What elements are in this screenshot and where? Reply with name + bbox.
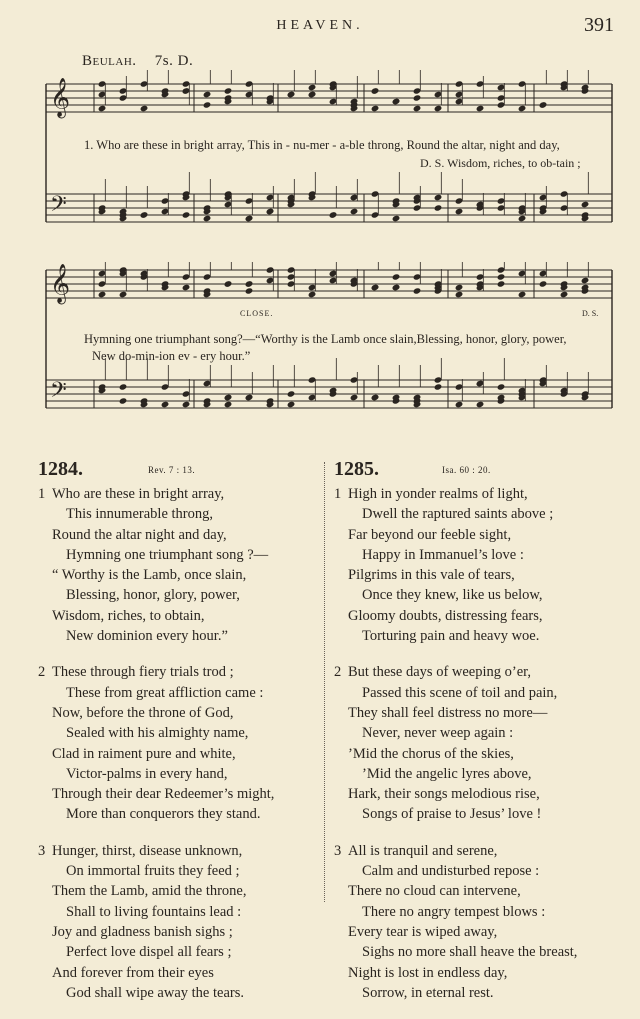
tune-meter: 7s. D.: [154, 53, 194, 69]
bass-note: [434, 204, 443, 211]
treble-note: [413, 287, 422, 294]
verse-text: Joy and gladness banish sighs ;: [52, 923, 233, 940]
page-header-title: HEAVEN.: [276, 18, 364, 33]
verse-text: This innumerable throng,: [66, 506, 213, 523]
treble-note: [245, 280, 254, 287]
bass-note: [455, 401, 464, 408]
treble-note: [308, 291, 317, 298]
verse-1: [38, 484, 328, 646]
verse-text: Them the Lamb, amid the throne,: [52, 883, 247, 900]
treble-note: [413, 94, 422, 101]
bass-note: [140, 211, 149, 218]
verse-text: Songs of praise to Jesus’ love !: [362, 806, 542, 823]
treble-note: [455, 284, 464, 291]
lyric-line-3: New do-min-ion ev - ery hour.”: [92, 349, 251, 363]
verse-text: Far beyond our feeble sight,: [348, 526, 512, 543]
verse-line: [334, 841, 624, 861]
hymn-1285: [334, 458, 624, 1019]
verse-text: “ Worthy is the Lamb, once slain,: [52, 567, 247, 584]
bass-note: [245, 215, 254, 222]
treble-note: [392, 98, 401, 105]
verse-text: Blessing, honor, glory, power,: [66, 587, 240, 604]
verse-line: [38, 703, 328, 723]
treble-note: [308, 84, 317, 91]
verse-line: [38, 626, 328, 646]
verse-text: New dominion every hour.”: [66, 628, 228, 645]
treble-note: [455, 291, 464, 298]
verse-line: [334, 585, 624, 605]
verse-text: Hymning one triumphant song ?—: [66, 546, 269, 563]
verse-line: [334, 764, 624, 784]
scripture-reference: Isa. 60 : 20.: [442, 465, 491, 475]
treble-note: [119, 291, 128, 298]
treble-note: [371, 284, 380, 291]
verse-line: [334, 683, 624, 703]
verse-text: Victor-palms in every hand,: [66, 765, 228, 782]
verse-text: Wisdom, riches, to obtain,: [52, 607, 205, 624]
verse-line: [38, 861, 328, 881]
verse-line: [38, 784, 328, 804]
verse-line: [38, 841, 328, 861]
verse-line: [334, 942, 624, 962]
verse-line: [334, 983, 624, 1003]
verse-1: [334, 484, 624, 646]
verse-2: [38, 662, 328, 824]
treble-note: [224, 280, 233, 287]
bass-note: [287, 390, 296, 397]
music-system-1: [0, 70, 640, 250]
bass-note: [245, 394, 254, 401]
treble-note: [539, 101, 548, 108]
verse-text: These from great affliction came :: [66, 684, 264, 701]
treble-note: [581, 277, 590, 284]
verse-line: [334, 902, 624, 922]
verse-text: Passed this scene of toil and pain,: [362, 684, 558, 701]
verse-line: [334, 881, 624, 901]
treble-note: [203, 101, 212, 108]
verse-text: But these days of weeping o’er,: [348, 664, 532, 681]
bass-note: [476, 401, 485, 408]
verse-text: Shall to living fountains lead :: [66, 903, 242, 920]
verse-text: Perfect love dispel all fears ;: [66, 944, 232, 961]
verse-line: [334, 723, 624, 743]
verse-text: Hark, their songs melodious rise,: [348, 786, 540, 803]
verse-3: [38, 841, 328, 1003]
verse-text: Round the altar night and day,: [52, 526, 227, 543]
verse-text: Torturing pain and heavy woe.: [362, 628, 540, 645]
bass-note: [119, 397, 128, 404]
verse-number: 2: [38, 664, 46, 681]
verse-line: [38, 942, 328, 962]
verse-text: And forever from their eyes: [52, 964, 214, 981]
treble-note: [392, 273, 401, 280]
bass-note: [350, 208, 359, 215]
treble-note: [413, 105, 422, 112]
verse-line: [334, 504, 624, 524]
verse-line: [334, 784, 624, 804]
hymn-number: 1285.: [334, 458, 379, 480]
bass-note: [224, 401, 233, 408]
verse-line: [38, 723, 328, 743]
treble-note: [497, 280, 506, 287]
verse-text: Gloomy doubts, distressing fears,: [348, 607, 543, 624]
verse-text: ’Mid the chorus of the skies,: [348, 745, 514, 762]
treble-note: [560, 291, 569, 298]
verse-text: Sealed with his almighty name,: [66, 725, 249, 742]
verse-text: These through fiery trials trod ;: [52, 664, 234, 681]
bass-note: [392, 215, 401, 222]
verse-line: [38, 662, 328, 682]
verse-line: [334, 545, 624, 565]
hymn-number: 1284.: [38, 458, 83, 480]
verse-line: [334, 484, 624, 504]
ds-lyric-line: D. S. Wisdom, riches, to ob-tain ;: [420, 156, 581, 170]
verse-line: [334, 861, 624, 881]
verse-line: [334, 963, 624, 983]
treble-note: [434, 105, 443, 112]
verse-number: 1: [334, 486, 342, 502]
verse-line: [38, 585, 328, 605]
verse-line: [38, 525, 328, 545]
verse-line: [38, 504, 328, 524]
treble-note: [371, 87, 380, 94]
treble-note: [518, 291, 527, 298]
bass-clef-icon: 𝄢: [50, 192, 67, 222]
treble-note: [287, 91, 296, 98]
verse-text: All is tranquil and serene,: [348, 842, 498, 859]
verse-line: [334, 922, 624, 942]
verse-text: Night is lost in endless day,: [348, 964, 508, 981]
verse-text: Sighs no more shall heave the breast,: [362, 944, 578, 961]
verse-line: [334, 525, 624, 545]
verse-text: High in yonder realms of light,: [348, 486, 528, 502]
treble-note: [308, 91, 317, 98]
verse-text: Who are these in bright array,: [52, 486, 225, 502]
scripture-reference: Rev. 7 : 13.: [148, 465, 196, 475]
verse-line: [38, 963, 328, 983]
verse-text: Every tear is wiped away,: [348, 923, 498, 940]
treble-note: [476, 105, 485, 112]
verse-text: They shall feel distress no more—: [348, 704, 548, 721]
verse-line: [38, 484, 328, 504]
verse-line: [38, 683, 328, 703]
bass-note: [119, 383, 128, 390]
treble-note: [392, 284, 401, 291]
verse-text: Dwell the raptured saints above ;: [362, 506, 554, 523]
verse-number: 3: [334, 842, 342, 859]
verse-line: [38, 881, 328, 901]
verse-number: 2: [334, 664, 342, 681]
verse-line: [38, 764, 328, 784]
bass-note: [266, 208, 275, 215]
treble-note: [224, 87, 233, 94]
treble-clef-icon: 𝄞: [50, 263, 71, 304]
bass-note: [161, 401, 170, 408]
verse-line: [38, 902, 328, 922]
close-label: CLOSE.: [240, 309, 274, 318]
verse-2: [334, 662, 624, 824]
verse-line: [38, 804, 328, 824]
verse-line: [334, 606, 624, 626]
tune-name: Beulah.: [82, 53, 137, 69]
verse-text: God shall wipe away the tears.: [66, 984, 244, 1001]
treble-note: [182, 284, 191, 291]
bass-note: [182, 401, 191, 408]
treble-note: [518, 105, 527, 112]
bass-note: [455, 208, 464, 215]
verse-number: 1: [38, 486, 46, 502]
tune-heading: [82, 53, 193, 70]
treble-note: [245, 287, 254, 294]
treble-note: [98, 291, 107, 298]
bass-note: [182, 211, 191, 218]
verse-text: Calm and undisturbed repose :: [362, 863, 540, 880]
verse-text: Never, never weep again :: [362, 725, 514, 742]
treble-note: [371, 105, 380, 112]
verse-line: [334, 626, 624, 646]
verse-text: More than conquerors they stand.: [66, 806, 261, 823]
verse-text: Now, before the throne of God,: [52, 704, 234, 721]
verse-line: [38, 565, 328, 585]
treble-note: [203, 91, 212, 98]
bass-note: [350, 394, 359, 401]
verse-line: [334, 662, 624, 682]
verse-text: Pilgrims in this vale of tears,: [348, 567, 515, 584]
bass-note: [224, 394, 233, 401]
verse-text: Clad in raiment pure and white,: [52, 745, 236, 762]
bass-note: [329, 211, 338, 218]
verse-line: [38, 606, 328, 626]
verse-line: [38, 922, 328, 942]
page-number: 391: [584, 14, 614, 36]
treble-note: [98, 105, 107, 112]
verse-text: Through their dear Redeemer’s might,: [52, 786, 275, 803]
treble-note: [140, 105, 149, 112]
verse-text: Sorrow, in eternal rest.: [362, 984, 494, 1001]
verse-line: [334, 703, 624, 723]
treble-note: [539, 280, 548, 287]
verse-text: On immortal fruits they feed ;: [66, 863, 240, 880]
verse-text: There no cloud can intervene,: [348, 883, 521, 900]
verse-text: ’Mid the angelic lyres above,: [362, 765, 532, 782]
bass-clef-icon: 𝄢: [50, 378, 67, 408]
verse-line: [334, 744, 624, 764]
bass-note: [581, 201, 590, 208]
verse-line: [38, 744, 328, 764]
bass-note: [371, 394, 380, 401]
lyric-line-2: Hymning one triumphant song?—“Worthy is the Lamb once slain,Blessing, honor, glory, power,: [84, 332, 567, 346]
treble-clef-icon: 𝄞: [50, 77, 71, 118]
bass-note: [518, 215, 527, 222]
lyric-line-1: 1. Who are these in bright array, This in - nu-mer - a-ble throng, Round the altar, night and day,: [84, 138, 560, 152]
verse-text: There no angry tempest blows :: [362, 903, 546, 920]
bass-note: [434, 383, 443, 390]
verse-line: [334, 804, 624, 824]
bass-note: [434, 194, 443, 201]
bass-note: [203, 215, 212, 222]
bass-note: [497, 383, 506, 390]
hymn-1284: [38, 458, 328, 1019]
verse-line: [38, 545, 328, 565]
verse-line: [38, 983, 328, 1003]
verse-line: [334, 565, 624, 585]
music-system-2: [0, 262, 640, 442]
verse-3: [334, 841, 624, 1003]
verse-text: Once they knew, like us below,: [362, 587, 543, 604]
verse-text: Happy in Immanuel’s love :: [362, 546, 524, 563]
bass-note: [287, 401, 296, 408]
verse-number: 3: [38, 842, 46, 859]
ds-label: D. S.: [582, 309, 599, 318]
treble-note: [497, 273, 506, 280]
verse-text: Hunger, thirst, disease unknown,: [52, 842, 243, 859]
